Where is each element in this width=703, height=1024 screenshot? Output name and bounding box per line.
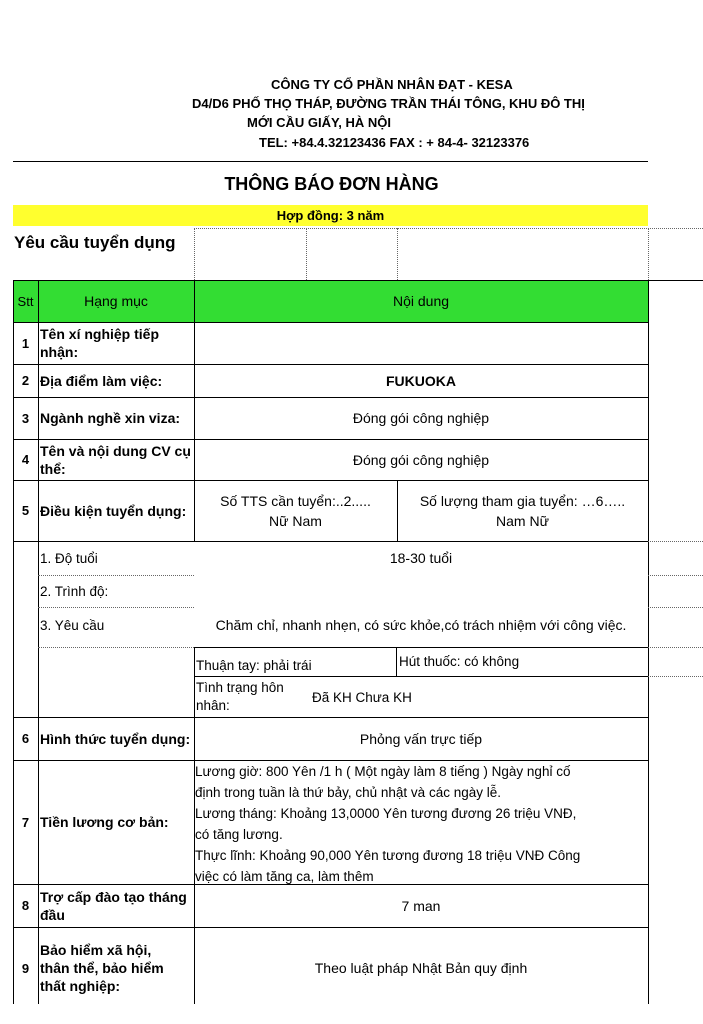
participants-gender: Nam Nữ [496, 512, 549, 529]
marital-label: Tình trạng hôn nhân: [196, 680, 284, 713]
row-number: 5 [21, 503, 30, 518]
row-number: 9 [21, 960, 30, 976]
row-label-insurance: Bảo hiểm xã hội, thân thể, bảo hiểm thất nghiệp: [40, 942, 164, 994]
header-stt: Stt [17, 293, 34, 309]
row-number: 2 [21, 373, 30, 388]
row-number: 7 [21, 814, 30, 830]
document-title: THÔNG BÁO ĐƠN HÀNG [224, 174, 439, 194]
salary-line: Lương giờ: 800 Yên /1 h ( Một ngày làm 8 tiếng ) Ngày nghỉ cố [195, 764, 571, 779]
participants-cell [397, 480, 648, 541]
education-label: 2. Trình độ: [40, 583, 109, 599]
row-label-company: Tên xí nghiệp tiếp nhận: [40, 326, 160, 360]
header-item: Hạng mục [84, 293, 148, 309]
row-number: 1 [21, 335, 30, 351]
row-value-insurance: Theo luật pháp Nhật Bản quy định [314, 960, 528, 976]
row-label-conditions: Điều kiện tuyển dụng: [40, 502, 187, 519]
row-label-salary: Tiền lương cơ bản: [40, 814, 169, 830]
row-label-training-allowance: Trợ cấp đào tạo tháng đầu [40, 888, 187, 923]
company-address-line2: MỚI CẦU GIẤY, HÀ NỘI [247, 115, 391, 130]
marital-value: Đã KH Chưa KH [312, 689, 412, 705]
row-value-recruit-form: Phỏng vấn trực tiếp [359, 730, 483, 747]
requirement-label: 3. Yêu cầu [40, 617, 105, 633]
age-value: 18-30 tuổi [389, 550, 453, 566]
row-label-job-detail: Tên và nội dung CV cụ thể: [40, 442, 191, 477]
recruit-count-cell [194, 480, 397, 541]
requirement-value: Chăm chỉ, nhanh nhẹn, có sức khỏe,có trách nhiệm với công việc. [215, 617, 627, 633]
company-address-line1: D4/D6 PHỐ THỌ THÁP, ĐƯỜNG TRẦN THÁI TÔNG, KHU ĐÔ THỊ [192, 96, 585, 111]
participants-count: Số lượng tham gia tuyển: …6….. [419, 492, 626, 509]
salary-line: định trong tuần là thứ bảy, chủ nhật và các ngày lễ. [195, 785, 501, 800]
row-value-job-detail: Đóng gói công nghiệp [352, 451, 490, 468]
request-label: Yêu cầu tuyển dụng [14, 233, 176, 252]
salary-line: Thực lĩnh: Khoảng 90,000 Yên tương đương 18 triệu VNĐ Công [195, 848, 581, 863]
row-label-visa-job: Ngành nghề xin viza: [40, 410, 181, 426]
smoking: Hút thuốc: có không [399, 654, 520, 669]
row-value-training-allowance: 7 man [401, 897, 441, 914]
salary-line: việc có làm tăng ca, làm thêm [195, 869, 374, 884]
row-value-company [194, 322, 648, 364]
row-label-recruit-form: Hình thức tuyển dụng: [40, 730, 191, 747]
recruit-count: Số TTS cần tuyển:..2..... [220, 492, 371, 509]
salary-line: có tăng lương. [195, 827, 283, 842]
row-number: 6 [21, 731, 30, 746]
row-label-location: Địa điểm làm việc: [40, 372, 163, 389]
row-number: 4 [21, 452, 30, 467]
salary-details [195, 761, 645, 887]
header-content: Nội dung [392, 293, 450, 309]
row-value-location: FUKUOKA [386, 372, 456, 389]
row-number: 8 [21, 898, 30, 913]
row-value-visa-job: Đóng gói công nghiệp [352, 410, 490, 426]
salary-line: Lương tháng: Khoảng 13,0000 Yên tương đương 26 triệu VNĐ, [195, 806, 577, 821]
company-name: CÔNG TY CỔ PHẦN NHÂN ĐẠT - KESA [271, 77, 513, 92]
contract-text: Hợp đồng: 3 năm [276, 208, 385, 223]
age-label: 1. Độ tuổi [40, 550, 98, 566]
recruit-gender: Nữ Nam [269, 512, 322, 529]
header-divider [13, 161, 648, 162]
contract-bar [13, 205, 648, 226]
company-contact: TEL: +84.4.32123436 FAX : + 84-4- 32123376 [259, 135, 530, 150]
row-number: 3 [21, 410, 30, 426]
handedness: Thuận tay: phải trái [196, 657, 312, 673]
